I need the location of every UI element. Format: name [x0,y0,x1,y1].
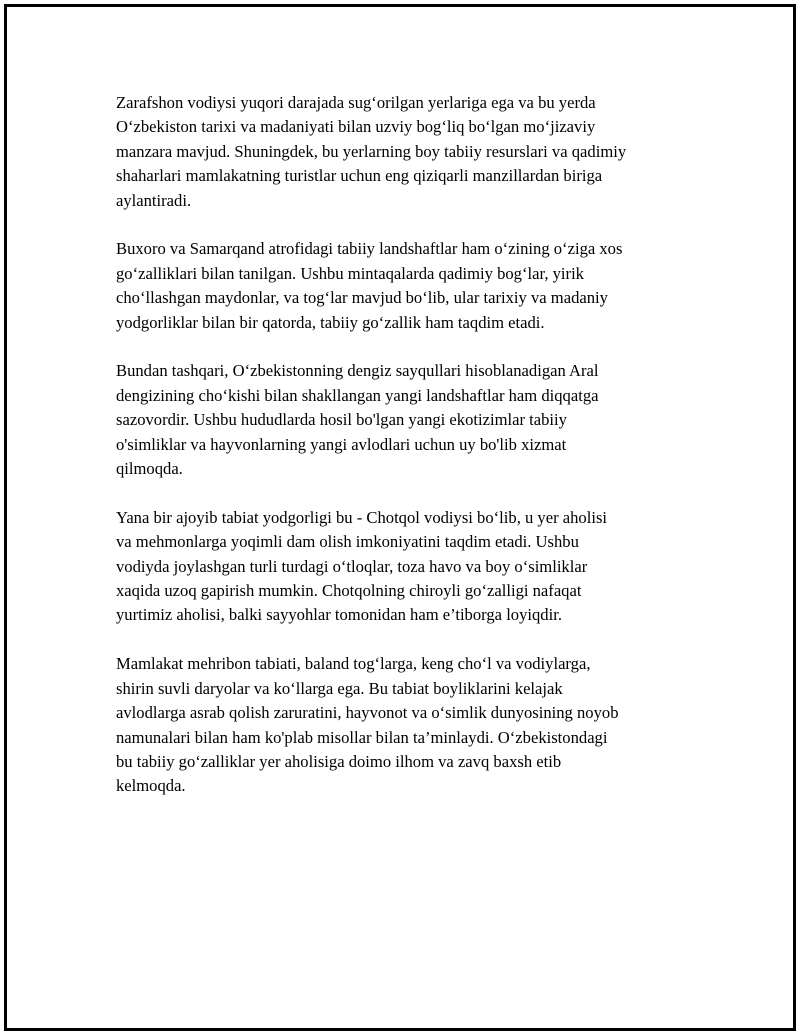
paragraph-mamlakat-tabiati: Mamlakat mehribon tabiati, baland tog‘larga, keng cho‘l va vodiylarga, shirin suvli daryolar va ko‘llarga ega. Bu tabiat boyliklarini kelajak avlodlarga asrab qolish zaruratini, hayvonot va o‘simlik dunyosining noyob namunalari bilan ham ko'plab misollar bilan ta’minlaydi. O‘zbekistondagi bu tabiiy go‘zalliklar yer aholisiga doimo ilhom va zavq baxsh etib kelmoqda. [116,654,619,796]
paragraph-chotqol: Yana bir ajoyib tabiat yodgorligi bu - Chotqol vodiysi bo‘lib, u yer aholisi va mehmonlarga yoqimli dam olish imkoniyatini taqdim etadi. Ushbu vodiyda joylashgan turli turdagi o‘tloqlar, toza havo va boy o‘simliklar xaqida uzoq gapirish mumkin. Chotqolning chiroyli go‘zalligi nafaqat yurtimiz aholisi, balki sayyohlar tomonidan ham e’tiborga loyiqdir. [116,507,608,625]
document-body [116,91,696,823]
paragraph-aral: Bundan tashqari, O‘zbekistonning dengiz sayqullari hisoblanadigan Aral dengizining cho‘kishi bilan shakllangan yangi landshaftlar ham diqqatga sazovordir. Ushbu hududlarda hosil bo'lgan yangi ekotizimlar tabiiy o'simliklar va hayvonlarning yangi avlodlari uchun uy bo'lib xizmat qilmoqda. [116,361,599,479]
paragraph-buxoro-samarqand: Buxoro va Samarqand atrofidagi tabiiy landshaftlar ham o‘zining o‘ziga xos go‘zalliklari bilan tanilgan. Ushbu mintaqalarda qadimiy bog‘lar, yirik cho‘llashgan maydonlar, va tog‘lar mavjud bo‘lib, ular tarixiy va madaniy yodgorliklar bilan bir qatorda, tabiiy go‘zallik ham taqdim etadi. [116,239,623,332]
paragraph-zarafshon: Zarafshon vodiysi yuqori darajada sug‘orilgan yerlariga ega va bu yerda O‘zbekiston tarixi va madaniyati bilan uzviy bog‘liq bo‘lgan mo‘jizaviy manzara mavjud. Shuningdek, bu yerlarning boy tabiiy resurslari va qadimiy shaharlari mamlakatning turistlar uchun eng qiziqarli manzillardan biriga aylantiradi. [116,93,627,210]
